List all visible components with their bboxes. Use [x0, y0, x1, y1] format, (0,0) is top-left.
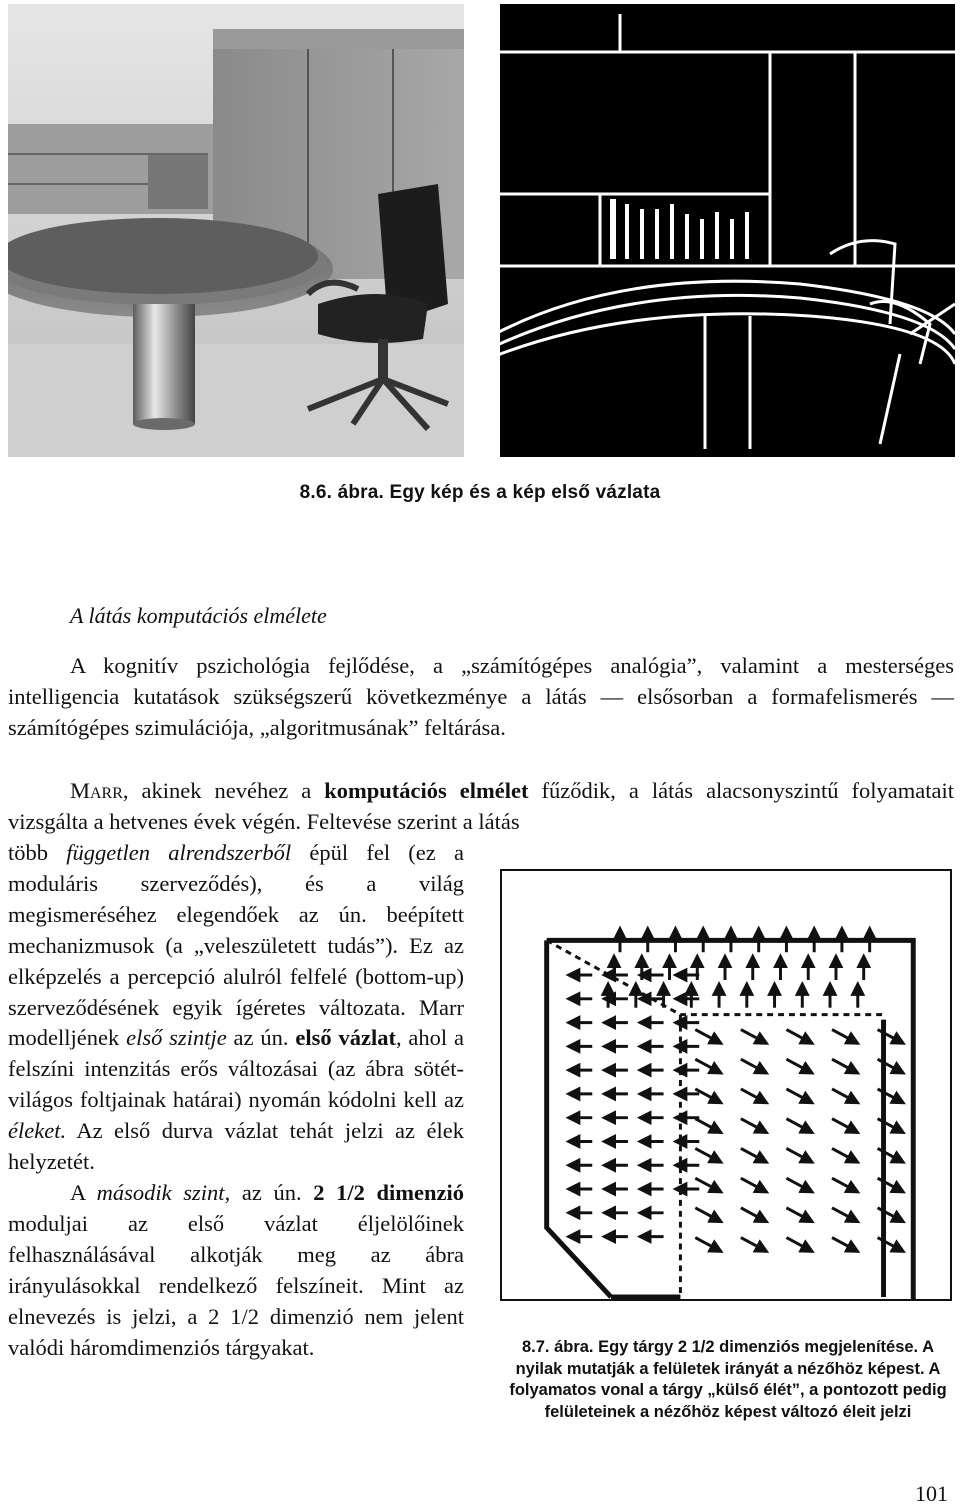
- orientation-arrow: [695, 1089, 721, 1103]
- orientation-arrow: [786, 1059, 812, 1073]
- para2-t2: fűződik, a látás alacsonyszintű folyamatait vizsgálta a hetvenes évek végén. Feltevése szerint a látás: [8, 778, 955, 835]
- orientation-arrow: [786, 1148, 812, 1162]
- orientation-arrow: [741, 1208, 767, 1222]
- orientation-arrow: [786, 1089, 812, 1103]
- orientation-arrow: [695, 1238, 721, 1252]
- para3-t3: moduljai az első vázlat éljelölőinek felhasználásával alkotják meg az ábra irányulásokkal rendelkező felszíneit. Mint az elnevezés is jelzi, a 2 1/2 dimenzió nem jelent valódi háromdimenziós tárgyakat.: [8, 1210, 464, 1360]
- para2-t6: Az első durva vázlat tehát jelzi az élek helyzetét.: [8, 1118, 464, 1175]
- orientation-arrow: [786, 1208, 812, 1222]
- orientation-arrow: [741, 1148, 767, 1162]
- cube-inner-edge: [547, 940, 884, 1014]
- orientation-arrow: [741, 1059, 767, 1073]
- paragraph-marr-wide: [8, 775, 954, 837]
- section-title: A látás komputációs elmélete: [70, 603, 327, 628]
- orientation-arrow: [786, 1238, 812, 1252]
- para3-t1: A: [70, 1179, 97, 1205]
- paragraph-intro-text: A kognitív pszichológia fejlődése, a „számítógépes analógia”, valamint a mesterséges intelligencia kutatások szükségszerű következménye a látás — elsősorban a formafelismerés — számítógépes szimulációja, „algoritmusának” feltárása.: [8, 653, 954, 741]
- term-masodik-szint: második szint: [96, 1179, 225, 1205]
- paragraph-second-level: [8, 1178, 464, 1363]
- page-number: 101: [915, 1481, 948, 1506]
- primal-sketch-image: [500, 4, 955, 457]
- orientation-arrow: [695, 1208, 721, 1222]
- cube-figure: [500, 869, 952, 1301]
- figure-caption: 8.6. ábra. Egy kép és a kép első vázlata: [299, 482, 661, 503]
- para2-t4: az ún.: [226, 1025, 296, 1051]
- figure2-caption: 8.7. ábra. Egy tárgy 2 1/2 dimenziós megjelenítése. A nyilak mutatják a felületek irányát a nézőhöz képest. A folyamatos vonal a tárgy „külső élét”, a pontozott pedig felületeinek a nézőhöz képest változó éleit jelzi: [509, 1338, 947, 1421]
- orientation-arrow: [832, 1059, 858, 1073]
- paragraph-marr-narrow: [8, 838, 464, 1363]
- orientation-arrow: [741, 1119, 767, 1133]
- term-elso-vazlat: első vázlat: [295, 1025, 396, 1051]
- term-eleket: éleket.: [8, 1118, 67, 1144]
- orientation-arrow: [832, 1119, 858, 1133]
- orientation-arrow: [786, 1030, 812, 1044]
- orientation-arrow: [741, 1238, 767, 1252]
- orientation-arrow: [832, 1148, 858, 1162]
- orientation-arrow: [832, 1178, 858, 1192]
- orientation-arrow: [741, 1178, 767, 1192]
- para2-t3: épül fel (ez a moduláris szerveződés), és a világ megismeréséhez elegendőek az ún. beépített mechanizmusok (a „veleszületett tudás”). Ez az elképzelés a percepció alulról felfelé (bottom-up) szerveződésének egyik ígéretes változata. Marr modelljének: [8, 840, 464, 1051]
- term-2-5-dimenzio: 2 1/2 dimenzió: [313, 1179, 464, 1205]
- term-komputacios: komputációs elmélet: [324, 778, 529, 803]
- orientation-arrow: [741, 1030, 767, 1044]
- term-fuggetlen: független alrendszerből: [66, 840, 292, 865]
- paragraph-intro: [8, 650, 954, 744]
- term-elso-szint: első szintje: [126, 1025, 227, 1051]
- para3-t2: , az ún.: [224, 1179, 314, 1205]
- para2-t2-tail: több: [8, 840, 67, 865]
- author-name: Marr: [70, 778, 123, 803]
- orientation-arrow: [832, 1238, 858, 1252]
- orientation-arrow: [786, 1178, 812, 1192]
- para2-t5: , ahol a felszíni intenzitás erős változásai (az ábra sötét-világos foltjainak határai) nyomán kódolni kell az: [8, 1025, 464, 1113]
- office-photo: [8, 4, 464, 457]
- orientation-arrow: [832, 1208, 858, 1222]
- orientation-arrow: [832, 1089, 858, 1103]
- orientation-arrow: [695, 1148, 721, 1162]
- orientation-arrow: [695, 1119, 721, 1133]
- orientation-arrow: [786, 1119, 812, 1133]
- orientation-arrow: [741, 1089, 767, 1103]
- orientation-arrow: [695, 1030, 721, 1044]
- orientation-arrow: [832, 1030, 858, 1044]
- para2-t1: , akinek nevéhez a: [122, 778, 325, 803]
